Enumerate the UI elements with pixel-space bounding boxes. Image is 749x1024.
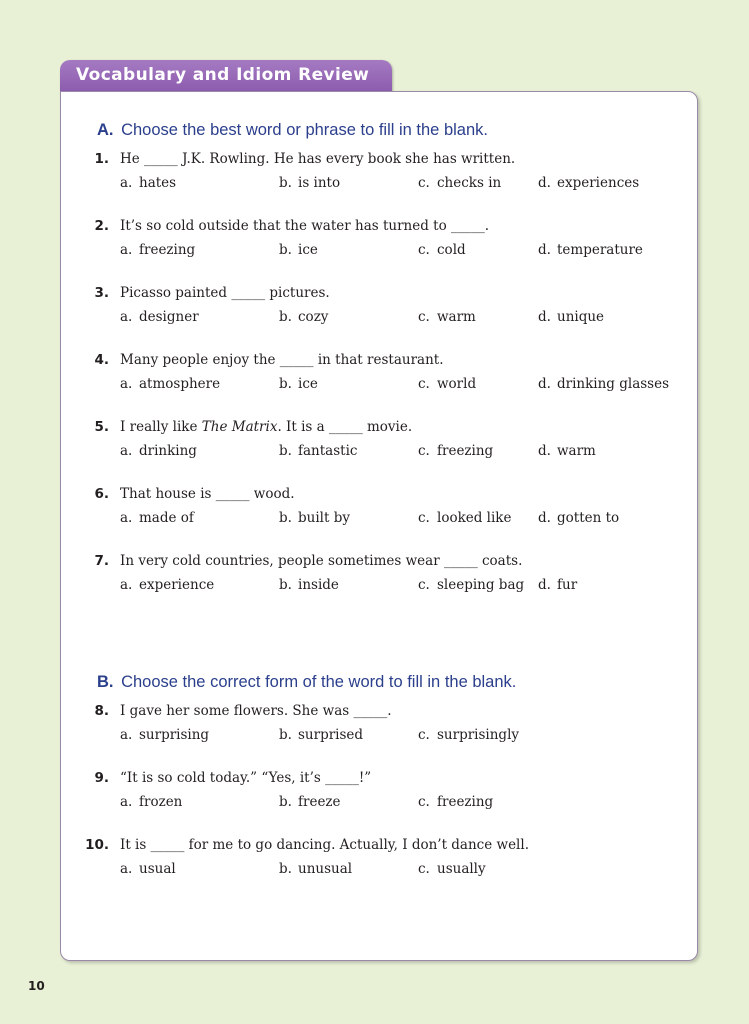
option-text: warm — [557, 443, 596, 459]
option-text: freezing — [139, 242, 196, 258]
option-text: gotten to — [557, 510, 620, 526]
section-tab — [60, 60, 392, 94]
option-letter: a. — [120, 861, 133, 877]
answer-option[interactable] — [279, 794, 341, 810]
option-text: sleeping bag — [437, 577, 525, 593]
option-letter: d. — [538, 376, 551, 392]
answer-option[interactable] — [279, 309, 328, 325]
answer-option[interactable] — [120, 861, 176, 877]
question-number: 9. — [94, 770, 109, 786]
option-letter: c. — [418, 242, 430, 258]
answer-option[interactable] — [120, 175, 176, 191]
option-letter: a. — [120, 175, 133, 191]
question-item — [61, 770, 697, 822]
option-letter: b. — [279, 175, 292, 191]
option-letter: c. — [418, 175, 430, 191]
option-letter: b. — [279, 510, 292, 526]
question-text-part: . It is a _____ movie. — [277, 419, 413, 435]
option-letter: c. — [418, 794, 430, 810]
answer-option[interactable] — [279, 175, 340, 191]
answer-option[interactable] — [418, 376, 476, 392]
option-letter: c. — [418, 443, 430, 459]
answer-option[interactable] — [538, 242, 643, 258]
option-letter: b. — [279, 794, 292, 810]
option-letter: c. — [418, 861, 430, 877]
option-text: ice — [298, 376, 318, 392]
answer-option[interactable] — [279, 376, 318, 392]
option-letter: b. — [279, 376, 292, 392]
question-number: 4. — [94, 352, 109, 368]
answer-option[interactable] — [538, 309, 604, 325]
answer-option[interactable] — [279, 727, 363, 743]
question-text-part: Many people enjoy the _____ in that restaurant. — [120, 352, 444, 368]
page-number: 10 — [28, 979, 45, 993]
question-text-part: He _____ J.K. Rowling. He has every book she has written. — [120, 151, 516, 167]
answer-option[interactable] — [120, 727, 209, 743]
question-text — [120, 352, 443, 368]
option-letter: a. — [120, 510, 133, 526]
option-text: inside — [298, 577, 339, 593]
option-text: surprised — [298, 727, 364, 743]
question-text — [120, 553, 522, 569]
question-item — [61, 419, 697, 471]
answer-option[interactable] — [538, 443, 596, 459]
option-letter: a. — [120, 577, 133, 593]
option-letter: d. — [538, 577, 551, 593]
option-letter: d. — [538, 309, 551, 325]
answer-option[interactable] — [120, 510, 194, 526]
answer-option[interactable] — [418, 861, 486, 877]
question-text — [120, 837, 529, 853]
option-letter: c. — [418, 309, 430, 325]
question-text — [120, 218, 489, 234]
option-text: hates — [139, 175, 177, 191]
question-item — [61, 837, 697, 889]
section-a-instruction: Choose the best word or phrase to fill in the blank. — [121, 121, 488, 139]
question-item — [61, 553, 697, 605]
option-letter: d. — [538, 242, 551, 258]
option-letter: b. — [279, 309, 292, 325]
answer-option[interactable] — [120, 376, 220, 392]
section-a-heading — [97, 121, 488, 140]
option-text: designer — [139, 309, 199, 325]
option-text: cold — [437, 242, 466, 258]
option-letter: b. — [279, 727, 292, 743]
option-letter: c. — [418, 577, 430, 593]
question-number: 5. — [94, 419, 109, 435]
question-text-part: In very cold countries, people sometimes wear _____ coats. — [120, 553, 523, 569]
option-text: unusual — [298, 861, 353, 877]
answer-option[interactable] — [538, 510, 619, 526]
question-title-italic: The Matrix — [201, 419, 278, 435]
answer-option[interactable] — [418, 175, 501, 191]
question-item — [61, 703, 697, 755]
answer-option[interactable] — [418, 794, 493, 810]
option-text: made of — [139, 510, 194, 526]
option-text: built by — [298, 510, 350, 526]
option-letter: b. — [279, 443, 292, 459]
question-number: 8. — [94, 703, 109, 719]
option-text: checks in — [437, 175, 502, 191]
option-text: unique — [557, 309, 605, 325]
question-text — [120, 770, 371, 786]
answer-option[interactable] — [120, 242, 195, 258]
option-text: experience — [139, 577, 215, 593]
page-title: Vocabulary and Idiom Review — [76, 65, 370, 85]
question-text — [120, 285, 330, 301]
option-text: frozen — [139, 794, 183, 810]
option-text: drinking glasses — [557, 376, 670, 392]
section-b-letter: B. — [97, 673, 114, 691]
answer-option[interactable] — [538, 577, 577, 593]
option-text: freeze — [298, 794, 341, 810]
answer-option[interactable] — [279, 443, 357, 459]
option-text: surprising — [139, 727, 210, 743]
answer-option[interactable] — [279, 577, 339, 593]
option-text: usual — [139, 861, 176, 877]
section-b-instruction: Choose the correct form of the word to fill in the blank. — [121, 673, 517, 691]
question-text — [120, 419, 412, 435]
answer-option[interactable] — [120, 309, 199, 325]
answer-option[interactable] — [120, 577, 214, 593]
option-text: warm — [437, 309, 476, 325]
option-text: surprisingly — [437, 727, 520, 743]
question-text — [120, 703, 392, 719]
answer-option[interactable] — [538, 175, 639, 191]
option-text: is into — [298, 175, 341, 191]
question-number: 10. — [85, 837, 109, 853]
question-number: 2. — [94, 218, 109, 234]
option-letter: b. — [279, 861, 292, 877]
question-item — [61, 151, 697, 203]
answer-option[interactable] — [418, 577, 524, 593]
question-text-part: It’s so cold outside that the water has turned to _____. — [120, 218, 490, 234]
answer-option[interactable] — [418, 727, 519, 743]
option-letter: a. — [120, 242, 133, 258]
answer-option[interactable] — [418, 242, 466, 258]
question-item — [61, 285, 697, 337]
option-letter: d. — [538, 510, 551, 526]
question-number: 7. — [94, 553, 109, 569]
question-item — [61, 218, 697, 270]
option-letter: c. — [418, 510, 430, 526]
question-text-part: Picasso painted _____ pictures. — [120, 285, 330, 301]
question-text — [120, 151, 515, 167]
option-text: usually — [437, 861, 486, 877]
option-text: atmosphere — [139, 376, 221, 392]
option-letter: a. — [120, 309, 133, 325]
option-text: experiences — [557, 175, 640, 191]
answer-option[interactable] — [538, 376, 669, 392]
question-item — [61, 486, 697, 538]
option-text: fantastic — [298, 443, 358, 459]
option-text: freezing — [437, 794, 494, 810]
exercise-card — [60, 91, 698, 961]
question-text-part: “It is so cold today.” “Yes, it’s _____!” — [120, 770, 372, 786]
option-letter: b. — [279, 577, 292, 593]
answer-option[interactable] — [418, 443, 493, 459]
section-b-heading — [97, 673, 516, 692]
option-letter: a. — [120, 794, 133, 810]
question-text — [120, 486, 295, 502]
option-letter: a. — [120, 443, 133, 459]
question-text-part: It is _____ for me to go dancing. Actually, I don’t dance well. — [120, 837, 529, 853]
question-item — [61, 352, 697, 404]
question-text-part: That house is _____ wood. — [120, 486, 295, 502]
answer-option[interactable] — [279, 242, 318, 258]
question-text-part: I really like — [120, 419, 202, 435]
option-letter: c. — [418, 727, 430, 743]
option-text: world — [437, 376, 477, 392]
option-letter: a. — [120, 727, 133, 743]
option-letter: d. — [538, 443, 551, 459]
answer-option[interactable] — [279, 510, 350, 526]
answer-option[interactable] — [418, 510, 511, 526]
question-number: 1. — [94, 151, 109, 167]
question-number: 6. — [94, 486, 109, 502]
question-number: 3. — [94, 285, 109, 301]
option-text: looked like — [437, 510, 512, 526]
answer-option[interactable] — [418, 309, 476, 325]
option-letter: d. — [538, 175, 551, 191]
answer-option[interactable] — [120, 443, 197, 459]
option-text: cozy — [298, 309, 329, 325]
question-text-part: I gave her some flowers. She was _____. — [120, 703, 392, 719]
answer-option[interactable] — [279, 861, 352, 877]
option-text: ice — [298, 242, 318, 258]
option-letter: c. — [418, 376, 430, 392]
option-text: temperature — [557, 242, 643, 258]
answer-option[interactable] — [120, 794, 182, 810]
option-letter: b. — [279, 242, 292, 258]
option-text: drinking — [139, 443, 197, 459]
option-letter: a. — [120, 376, 133, 392]
option-text: fur — [557, 577, 578, 593]
option-text: freezing — [437, 443, 494, 459]
section-a-letter: A. — [97, 121, 114, 139]
